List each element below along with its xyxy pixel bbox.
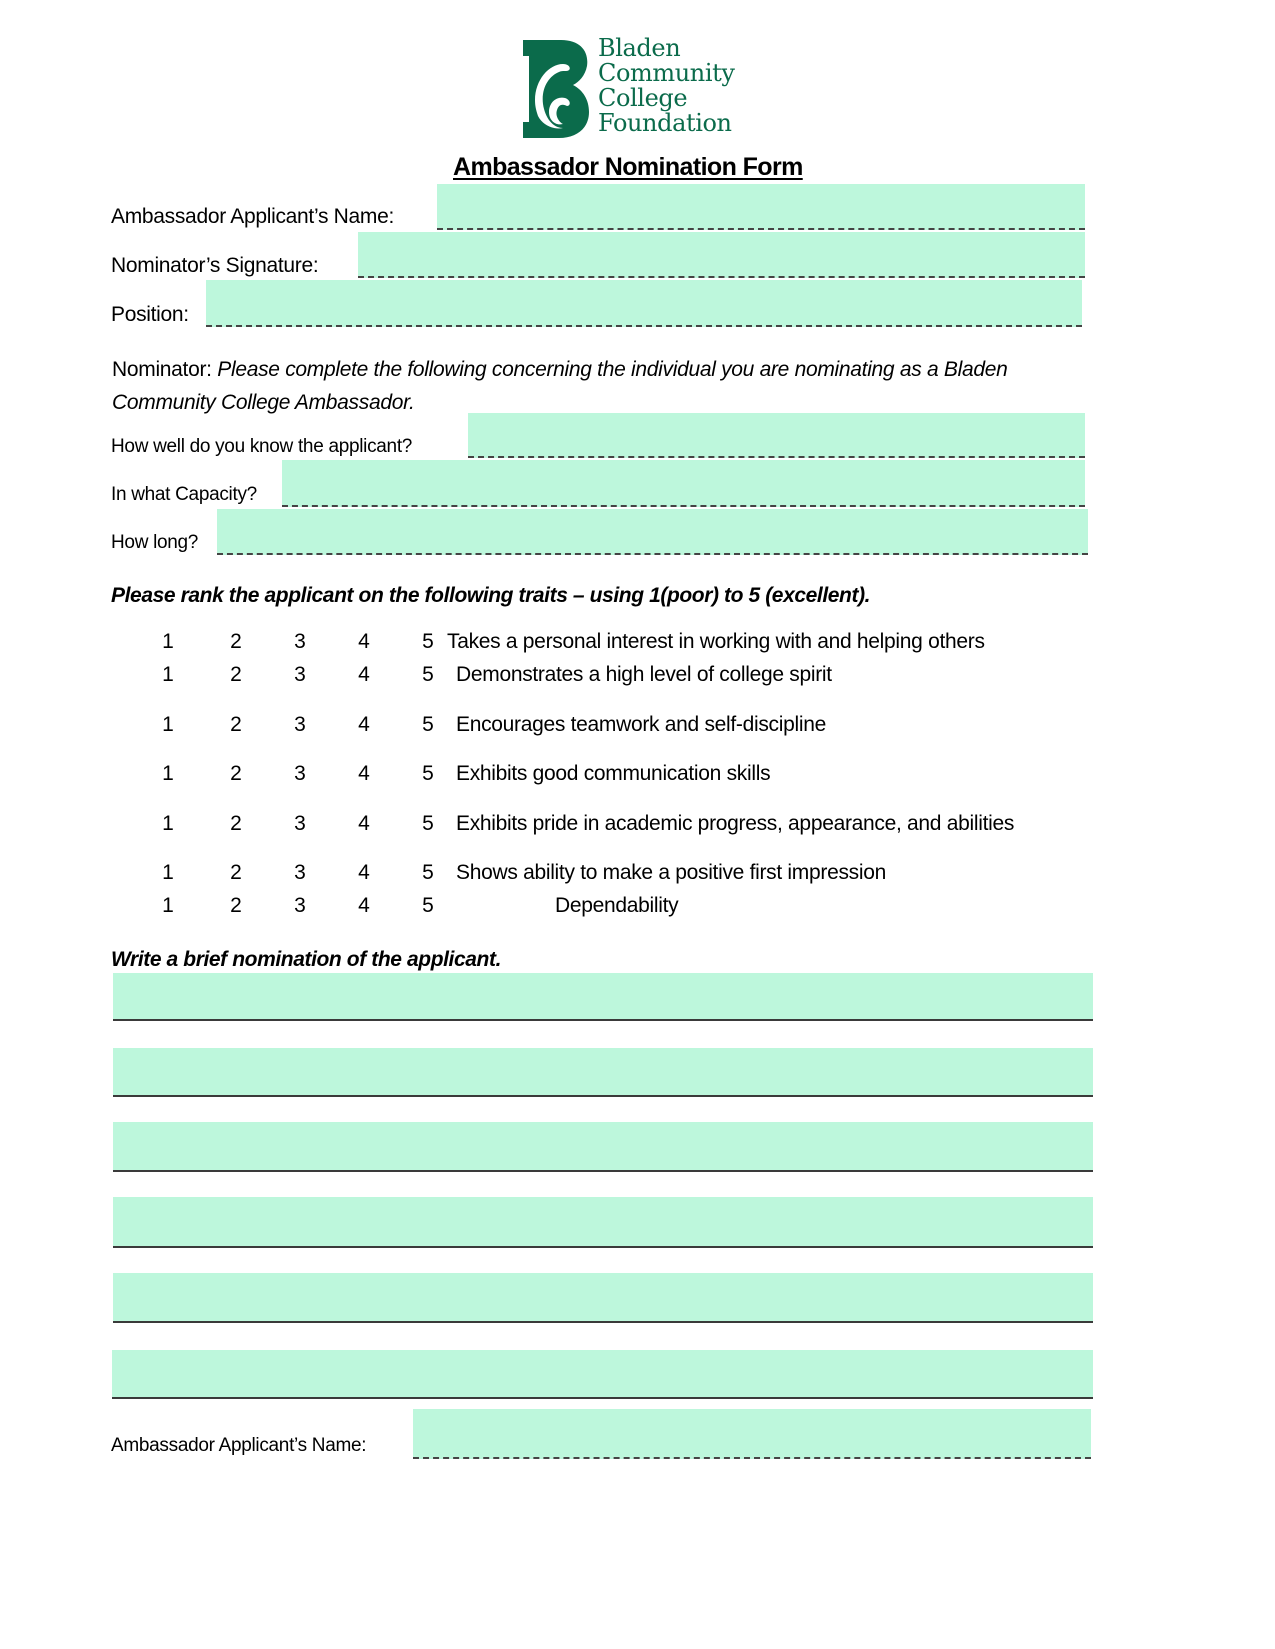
nomination-line-5[interactable] <box>113 1273 1093 1323</box>
nomination-line-6[interactable] <box>112 1350 1093 1399</box>
rating-option-2[interactable]: 2 <box>230 812 242 835</box>
rating-row <box>0 762 1275 790</box>
rating-option-4[interactable]: 4 <box>358 894 370 917</box>
nominator-instructions <box>112 353 1082 419</box>
rating-option-3[interactable]: 3 <box>294 894 306 917</box>
rating-row <box>0 630 1275 658</box>
rating-option-1[interactable]: 1 <box>162 812 174 835</box>
capacity-input[interactable] <box>282 460 1085 507</box>
rating-option-5[interactable]: 5 <box>422 713 434 736</box>
logo-b-icon <box>523 40 589 138</box>
rating-option-1[interactable]: 1 <box>162 861 174 884</box>
rating-row <box>0 713 1275 741</box>
rating-option-4[interactable]: 4 <box>358 663 370 686</box>
rating-option-1[interactable]: 1 <box>162 630 174 653</box>
rating-row <box>0 894 1275 922</box>
trait-label: Shows ability to make a positive first impression <box>456 861 886 884</box>
rating-option-4[interactable]: 4 <box>358 713 370 736</box>
rating-option-3[interactable]: 3 <box>294 812 306 835</box>
nomination-line-1[interactable] <box>113 973 1093 1021</box>
applicant-name-label: Ambassador Applicant’s Name: <box>111 205 395 228</box>
rating-option-1[interactable]: 1 <box>162 762 174 785</box>
rating-option-3[interactable]: 3 <box>294 762 306 785</box>
nominator-signature-input[interactable] <box>358 232 1085 278</box>
rating-option-5[interactable]: 5 <box>422 762 434 785</box>
rating-option-3[interactable]: 3 <box>294 630 306 653</box>
rating-option-3[interactable]: 3 <box>294 861 306 884</box>
rating-option-5[interactable]: 5 <box>422 861 434 884</box>
rating-option-5[interactable]: 5 <box>422 630 434 653</box>
rating-option-1[interactable]: 1 <box>162 663 174 686</box>
rating-option-5[interactable]: 5 <box>422 894 434 917</box>
rating-option-4[interactable]: 4 <box>358 812 370 835</box>
trait-label: Takes a personal interest in working with and helping others <box>447 630 985 653</box>
capacity-label: In what Capacity? <box>111 484 257 505</box>
how-long-label: How long? <box>111 532 199 553</box>
rating-option-4[interactable]: 4 <box>358 762 370 785</box>
how-well-label: How well do you know the applicant? <box>111 436 413 457</box>
rating-option-2[interactable]: 2 <box>230 762 242 785</box>
rating-row <box>0 812 1275 840</box>
logo-line: College <box>598 84 688 112</box>
trait-label: Encourages teamwork and self-discipline <box>456 713 826 736</box>
footer-applicant-name-input[interactable] <box>413 1409 1091 1459</box>
trait-label: Exhibits pride in academic progress, appearance, and abilities <box>456 812 1015 835</box>
logo-line: Community <box>598 59 735 87</box>
rating-row <box>0 861 1275 889</box>
intro-prefix: Nominator: <box>112 358 218 381</box>
rating-option-1[interactable]: 1 <box>162 713 174 736</box>
rating-option-3[interactable]: 3 <box>294 713 306 736</box>
nomination-heading: Write a brief nomination of the applicant. <box>111 948 502 971</box>
logo-line: Foundation <box>598 109 732 137</box>
applicant-name-input[interactable] <box>437 184 1085 230</box>
rating-option-2[interactable]: 2 <box>230 630 242 653</box>
logo-text <box>598 36 735 136</box>
nomination-line-4[interactable] <box>113 1197 1093 1248</box>
position-label: Position: <box>111 303 189 326</box>
how-long-input[interactable] <box>217 509 1088 555</box>
logo-line: Bladen <box>598 34 681 62</box>
rating-option-2[interactable]: 2 <box>230 713 242 736</box>
rating-option-2[interactable]: 2 <box>230 861 242 884</box>
rating-option-5[interactable]: 5 <box>422 663 434 686</box>
ranking-heading: Please rank the applicant on the following traits – using 1(poor) to 5 (excellent). <box>111 584 871 607</box>
nomination-line-2[interactable] <box>113 1048 1093 1097</box>
page-title: Ambassador Nomination Form <box>453 153 803 181</box>
rating-option-1[interactable]: 1 <box>162 894 174 917</box>
trait-label: Dependability <box>555 894 679 917</box>
rating-option-2[interactable]: 2 <box>230 894 242 917</box>
rating-row <box>0 663 1275 691</box>
trait-label: Demonstrates a high level of college spirit <box>456 663 832 686</box>
footer-applicant-name-label: Ambassador Applicant’s Name: <box>111 1435 367 1456</box>
trait-label: Exhibits good communication skills <box>456 762 771 785</box>
position-input[interactable] <box>206 280 1082 327</box>
rating-option-2[interactable]: 2 <box>230 663 242 686</box>
rating-option-4[interactable]: 4 <box>358 861 370 884</box>
rating-option-5[interactable]: 5 <box>422 812 434 835</box>
how-well-input[interactable] <box>468 413 1085 458</box>
nomination-line-3[interactable] <box>113 1122 1093 1172</box>
intro-italic-text: Please complete the following concerning the individual you are nominating as a Bladen Community College Ambassador. <box>112 358 1008 414</box>
rating-option-4[interactable]: 4 <box>358 630 370 653</box>
rating-option-3[interactable]: 3 <box>294 663 306 686</box>
nominator-signature-label: Nominator’s Signature: <box>111 254 319 277</box>
